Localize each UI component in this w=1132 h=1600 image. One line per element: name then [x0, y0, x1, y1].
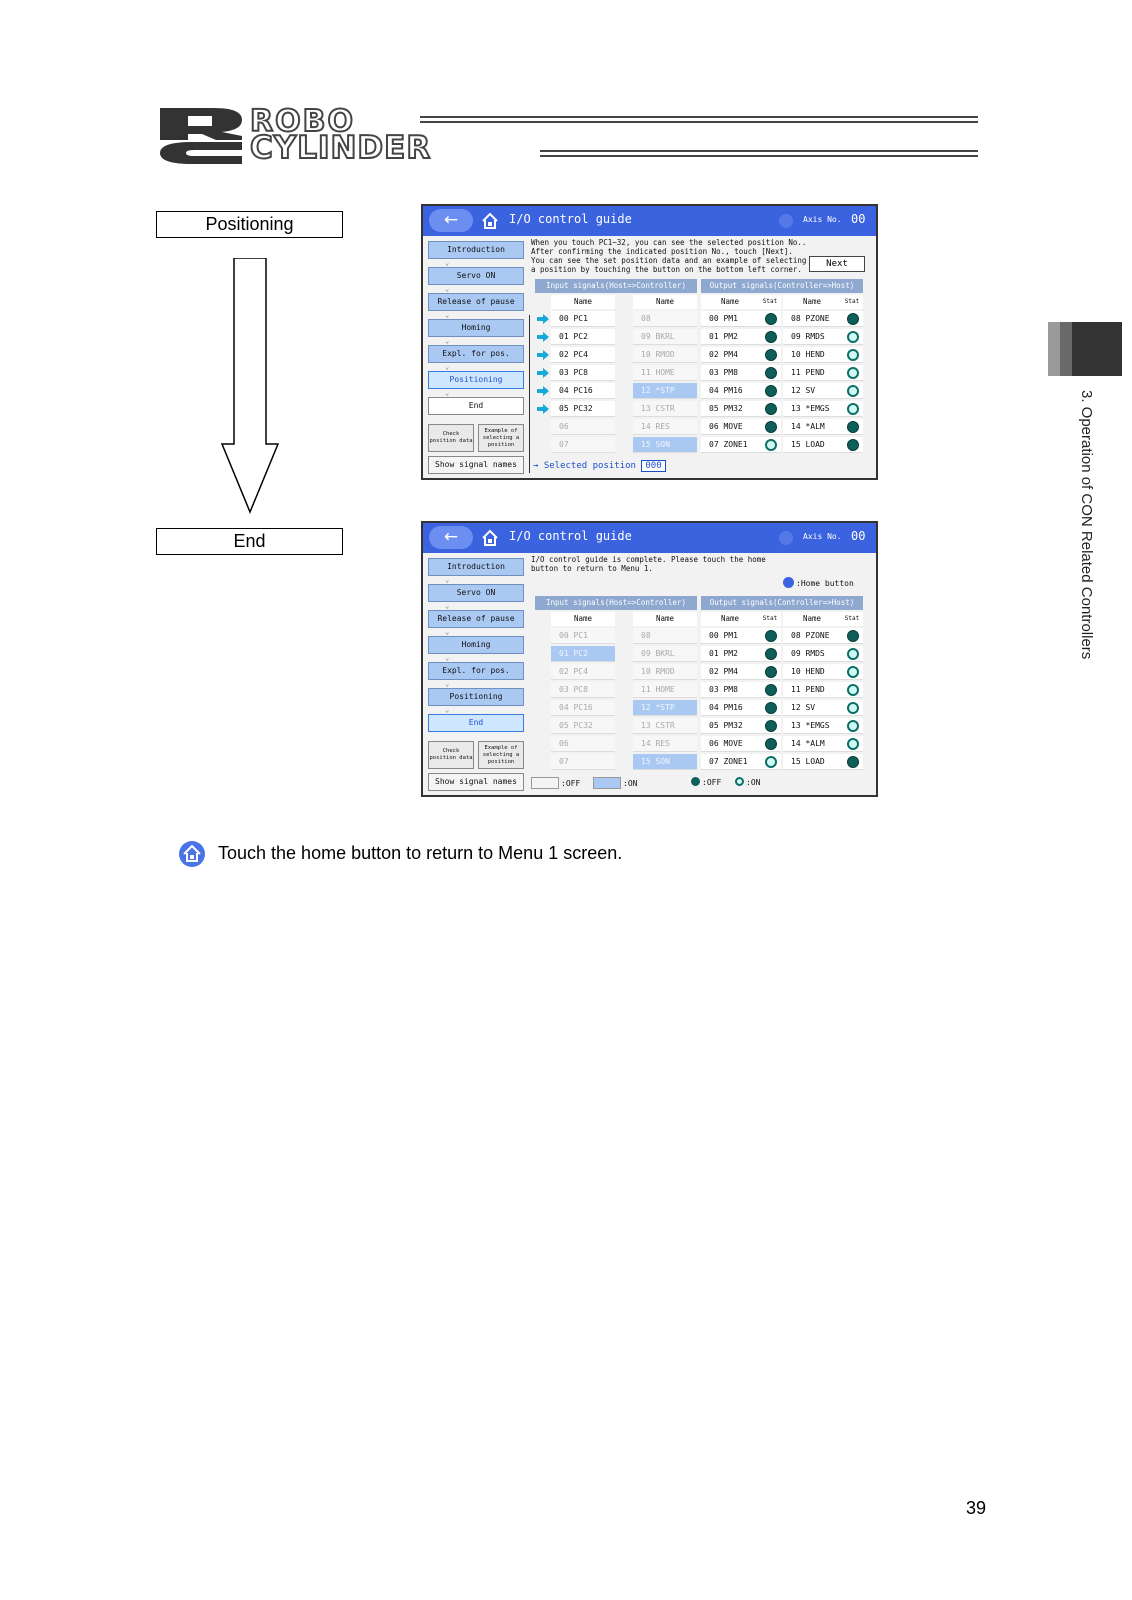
input-signal[interactable]: 15 SON — [633, 437, 697, 453]
nav-chevron-icon: ⌄ — [445, 363, 450, 371]
output-signal: 14 *ALM — [783, 736, 863, 752]
arrow-right-icon — [537, 404, 549, 414]
show-signal-names-button[interactable]: Show signal names — [428, 773, 524, 791]
output-signal: 03 PM8 — [701, 365, 781, 381]
output-signal: 10 HEND — [783, 347, 863, 363]
input-signal[interactable]: 14 RES — [633, 419, 697, 435]
logo-line2: CYLINDER — [250, 130, 432, 166]
led-icon — [847, 313, 859, 325]
screen-title: I/O control guide — [509, 212, 632, 226]
axis-number: 00 — [851, 212, 866, 226]
input-signal[interactable]: 01 PC2 — [551, 329, 615, 345]
led-icon — [765, 702, 777, 714]
nav-servo-on[interactable]: Servo ON — [428, 267, 524, 285]
nav-chevron-icon: ⌄ — [445, 337, 450, 345]
led-icon — [765, 684, 777, 696]
output-signal: 00 PM1 — [701, 628, 781, 644]
robo-cylinder-logo — [158, 106, 978, 166]
led-icon — [765, 666, 777, 678]
input-signal[interactable]: 00 PC1 — [551, 628, 615, 644]
output-signal: 03 PM8 — [701, 682, 781, 698]
output-signal: 00 PM1 — [701, 311, 781, 327]
input-signal[interactable]: 05 PC32 — [551, 401, 615, 417]
output-signal: 15 LOAD — [783, 437, 863, 453]
selected-position-label: Selected position — [543, 461, 636, 471]
nav-introduction[interactable]: Introduction — [428, 241, 524, 259]
legend-input-on-text: :ON — [623, 779, 638, 788]
output-signal: 12 SV — [783, 700, 863, 716]
home-icon[interactable] — [481, 212, 499, 230]
input-signal[interactable]: 10 RMOD — [633, 664, 697, 680]
chapter-title: 3. Operation of CON Related Controllers — [1078, 390, 1095, 660]
rc-logo-mark-icon — [158, 106, 244, 164]
input-signal[interactable]: 10 RMOD — [633, 347, 697, 363]
back-arrow-icon[interactable]: ← — [429, 209, 473, 232]
flow-down-arrow-icon — [220, 258, 280, 514]
led-icon — [847, 756, 859, 768]
input-signal[interactable]: 08 — [633, 311, 697, 327]
led-icon — [847, 684, 859, 696]
nav-expl-for-pos[interactable]: Expl. for pos. — [428, 345, 524, 363]
nav-release-of-pause[interactable]: Release of pause — [428, 610, 524, 628]
step-positioning: Positioning — [156, 211, 343, 238]
home-note-text: :Home button — [796, 579, 854, 588]
led-icon — [765, 421, 777, 433]
output-signal: 01 PM2 — [701, 646, 781, 662]
led-icon — [847, 630, 859, 642]
back-arrow-icon[interactable]: ← — [429, 526, 473, 549]
input-signal[interactable]: 11 HOME — [633, 365, 697, 381]
led-icon — [765, 738, 777, 750]
output-name-col: Name — [783, 295, 841, 309]
arrow-right-icon — [537, 350, 549, 360]
led-icon — [847, 331, 859, 343]
output-signal: 13 *EMGS — [783, 401, 863, 417]
selected-position-value: 000 — [641, 460, 665, 472]
title-bar — [423, 206, 876, 236]
input-signal[interactable]: 09 BKRL — [633, 329, 697, 345]
output-signals-header: Output signals(Controller=>Host) — [701, 596, 863, 610]
output-stat-col: Stat — [841, 612, 863, 626]
led-icon — [847, 666, 859, 678]
input-name-col: Name — [633, 295, 697, 309]
nav-end[interactable]: End — [428, 714, 524, 732]
output-signal: 05 PM32 — [701, 718, 781, 734]
input-signal[interactable]: 06 — [551, 736, 615, 752]
home-icon — [783, 577, 794, 588]
input-signal[interactable]: 08 — [633, 628, 697, 644]
output-signal: 07 ZONE1 — [701, 754, 781, 770]
guide-message: I/O control guide is complete. Please touch the home button to return to Menu 1. — [531, 555, 766, 573]
nav-chevron-icon: ⌄ — [445, 628, 450, 636]
arrow-right-icon — [537, 314, 549, 324]
nav-homing[interactable]: Homing — [428, 636, 524, 654]
output-stat-col: Stat — [759, 612, 781, 626]
led-icon — [847, 367, 859, 379]
nav-chevron-icon: ⌄ — [445, 576, 450, 584]
output-signal: 15 LOAD — [783, 754, 863, 770]
output-signal: 11 PEND — [783, 365, 863, 381]
header-rule-bottom — [540, 150, 978, 157]
output-signal: 02 PM4 — [701, 347, 781, 363]
input-signal[interactable]: 14 RES — [633, 736, 697, 752]
led-icon — [765, 756, 777, 768]
led-icon — [847, 385, 859, 397]
led-icon — [765, 630, 777, 642]
check-position-data-button[interactable]: Check position data — [428, 741, 474, 769]
legend-output-off-text: :OFF — [702, 778, 722, 787]
screen-positioning — [421, 204, 878, 480]
nav-release-of-pause[interactable]: Release of pause — [428, 293, 524, 311]
nav-end[interactable]: End — [428, 397, 524, 415]
axis-icon — [779, 531, 793, 545]
output-stat-col: Stat — [841, 295, 863, 309]
note-text: Touch the home button to return to Menu 1 screen. — [218, 843, 623, 863]
input-signals-header: Input signals(Host=>Controller) — [535, 279, 697, 293]
input-signal[interactable]: 03 PC8 — [551, 365, 615, 381]
nav-chevron-icon: ⌄ — [445, 706, 450, 714]
legend-input-off — [531, 777, 580, 789]
led-icon — [765, 367, 777, 379]
nav-positioning[interactable]: Positioning — [428, 371, 524, 389]
nav-homing[interactable]: Homing — [428, 319, 524, 337]
led-icon — [847, 702, 859, 714]
input-signal[interactable]: 06 — [551, 419, 615, 435]
screen-end — [421, 521, 878, 797]
input-signals-header: Input signals(Host=>Controller) — [535, 596, 697, 610]
led-icon — [847, 439, 859, 451]
position-bracket — [529, 315, 533, 473]
led-icon — [847, 738, 859, 750]
step-end: End — [156, 528, 343, 555]
led-icon — [765, 331, 777, 343]
led-icon — [847, 349, 859, 361]
output-name-col: Name — [783, 612, 841, 626]
legend-input-off-text: :OFF — [561, 779, 581, 788]
output-signal: 12 SV — [783, 383, 863, 399]
input-signal[interactable]: 07 — [551, 754, 615, 770]
led-icon — [847, 403, 859, 415]
nav-chevron-icon: ⌄ — [445, 311, 450, 319]
nav-positioning[interactable]: Positioning — [428, 688, 524, 706]
legend-input-on — [593, 777, 637, 789]
input-signal[interactable]: 03 PC8 — [551, 682, 615, 698]
arrow-right-icon — [537, 368, 549, 378]
page-number: 39 — [966, 1498, 987, 1518]
output-signal: 06 MOVE — [701, 736, 781, 752]
output-signal: 08 PZONE — [783, 628, 863, 644]
legend-output-off — [691, 777, 721, 787]
nav-chevron-icon: ⌄ — [445, 259, 450, 267]
output-stat-col: Stat — [759, 295, 781, 309]
header-rule-top — [420, 116, 978, 123]
home-icon[interactable] — [481, 529, 499, 547]
led-icon — [765, 720, 777, 732]
nav-chevron-icon: ⌄ — [445, 389, 450, 397]
output-signal: 01 PM2 — [701, 329, 781, 345]
show-signal-names-button[interactable]: Show signal names — [428, 456, 524, 474]
input-signal[interactable]: 07 — [551, 437, 615, 453]
output-signal: 08 PZONE — [783, 311, 863, 327]
input-signal[interactable]: 02 PC4 — [551, 664, 615, 680]
input-signal[interactable]: 12 *STP — [633, 383, 697, 399]
output-signal: 09 RMDS — [783, 329, 863, 345]
title-bar — [423, 523, 876, 553]
nav-chevron-icon: ⌄ — [445, 680, 450, 688]
arrow-right-icon — [537, 386, 549, 396]
axis-label: Axis No. — [803, 532, 842, 541]
chapter-tab — [1048, 322, 1122, 376]
output-signal: 10 HEND — [783, 664, 863, 680]
nav-introduction[interactable]: Introduction — [428, 558, 524, 576]
output-signal: 04 PM16 — [701, 383, 781, 399]
led-icon — [765, 313, 777, 325]
led-icon — [847, 720, 859, 732]
screen-title: I/O control guide — [509, 529, 632, 543]
input-name-col: Name — [551, 295, 615, 309]
nav-servo-on[interactable]: Servo ON — [428, 584, 524, 602]
example-selecting-position-button[interactable]: Example of selecting a position — [478, 424, 524, 452]
led-icon — [765, 385, 777, 397]
output-signal: 11 PEND — [783, 682, 863, 698]
nav-expl-for-pos[interactable]: Expl. for pos. — [428, 662, 524, 680]
led-icon — [765, 349, 777, 361]
home-button-note — [783, 577, 854, 588]
input-name-col: Name — [633, 612, 697, 626]
logo-line1: ROBO — [250, 104, 355, 139]
output-signal: 04 PM16 — [701, 700, 781, 716]
axis-icon — [779, 214, 793, 228]
nav-chevron-icon: ⌄ — [445, 654, 450, 662]
output-signal: 02 PM4 — [701, 664, 781, 680]
input-signal[interactable]: 02 PC4 — [551, 347, 615, 363]
guide-message: When you touch PC1~32, you can see the selected position No.. After confirming the indicated position No., touch [Next]. You can see the set position data and an example of selecting a position by touching the button on the bottom left corner. — [531, 238, 807, 274]
output-signals-header: Output signals(Controller=>Host) — [701, 279, 863, 293]
output-signal: 06 MOVE — [701, 419, 781, 435]
output-signal: 13 *EMGS — [783, 718, 863, 734]
led-icon — [765, 403, 777, 415]
input-signal[interactable]: 01 PC2 — [551, 646, 615, 662]
output-signal: 09 RMDS — [783, 646, 863, 662]
input-signal[interactable]: 12 *STP — [633, 700, 697, 716]
input-signal[interactable]: 09 BKRL — [633, 646, 697, 662]
check-position-data-button[interactable]: Check position data — [428, 424, 474, 452]
selected-position: → Selected position 000 — [533, 460, 666, 472]
axis-number: 00 — [851, 529, 866, 543]
input-signal[interactable]: 13 CSTR — [633, 718, 697, 734]
input-signal[interactable]: 00 PC1 — [551, 311, 615, 327]
input-name-col: Name — [551, 612, 615, 626]
led-icon — [847, 421, 859, 433]
next-button[interactable]: Next — [809, 256, 865, 272]
nav-chevron-icon: ⌄ — [445, 602, 450, 610]
led-icon — [765, 648, 777, 660]
example-selecting-position-button[interactable]: Example of selecting a position — [478, 741, 524, 769]
home-button-icon — [178, 840, 206, 868]
output-signal: 07 ZONE1 — [701, 437, 781, 453]
arrow-right-icon — [537, 332, 549, 342]
legend-output-on-text: :ON — [746, 778, 761, 787]
input-signal[interactable]: 04 PC16 — [551, 383, 615, 399]
axis-label: Axis No. — [803, 215, 842, 224]
led-icon — [765, 439, 777, 451]
input-signal[interactable]: 04 PC16 — [551, 700, 615, 716]
output-signal: 14 *ALM — [783, 419, 863, 435]
input-signal[interactable]: 13 CSTR — [633, 401, 697, 417]
led-icon — [847, 648, 859, 660]
input-signal[interactable]: 05 PC32 — [551, 718, 615, 734]
input-signal[interactable]: 15 SON — [633, 754, 697, 770]
output-name-col: Name — [701, 612, 759, 626]
output-name-col: Name — [701, 295, 759, 309]
nav-chevron-icon: ⌄ — [445, 285, 450, 293]
legend-output-on — [735, 777, 760, 787]
input-signal[interactable]: 11 HOME — [633, 682, 697, 698]
output-signal: 05 PM32 — [701, 401, 781, 417]
